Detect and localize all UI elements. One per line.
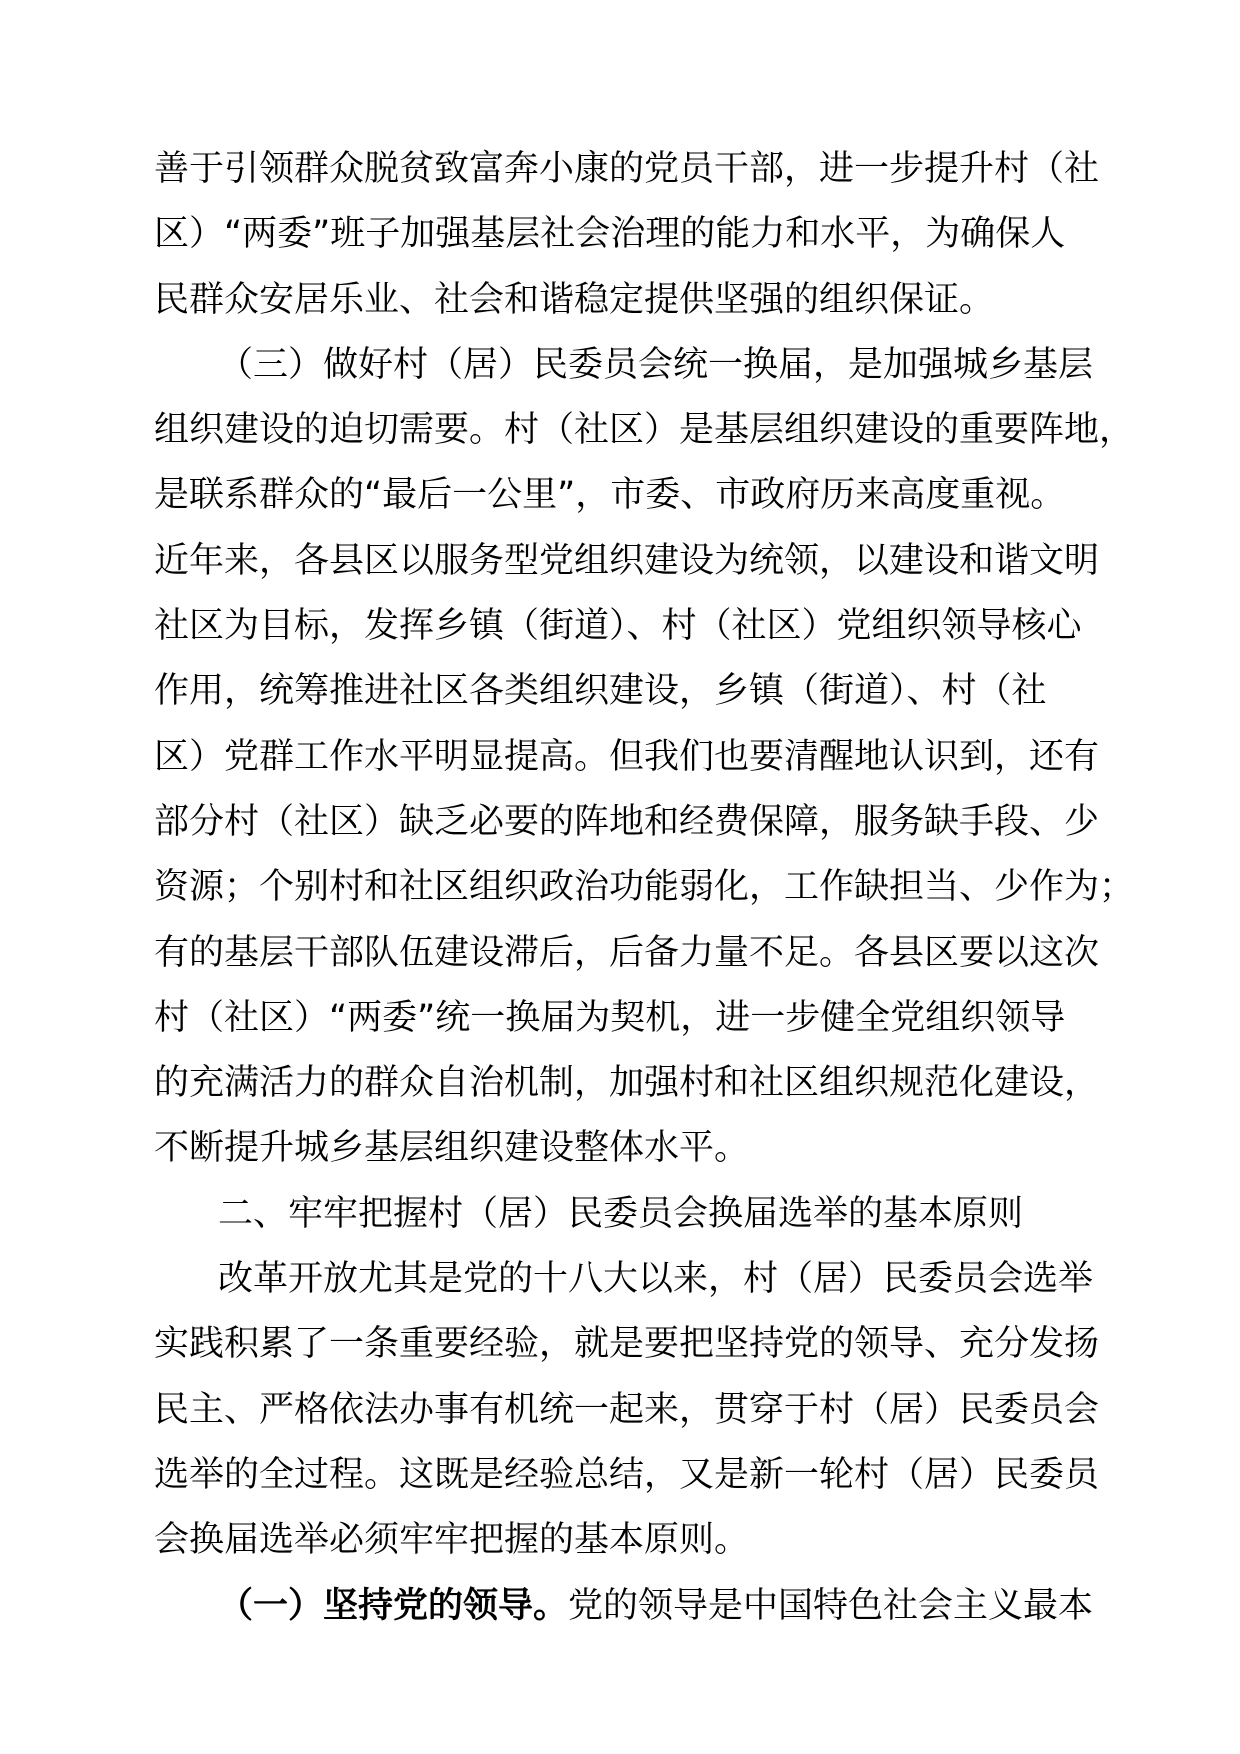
text-line-6: 是联系群众的“最后一公里”，市委、市政府历来高度重视。	[154, 475, 1066, 516]
text-line-2: 区）“两委”班子加强基层社会治理的能力和水平，为确保人	[154, 214, 1066, 255]
text-line-13: 有的基层干部队伍建设滞后，后备力量不足。各县区要以这次	[154, 932, 1100, 973]
text-line-7: 近年来，各县区以服务型党组织建设为统领，以建设和谐文明	[154, 540, 1100, 581]
subsection-heading: （一）坚持党的领导。	[218, 1585, 569, 1626]
text-line-21: 选举的全过程。这既是经验总结，又是新一轮村（居）民委员	[154, 1454, 1100, 1495]
text-line-14: 村（社区）“两委”统一换届为契机，进一步健全党组织领导	[154, 997, 1066, 1038]
subsection-text: 党的领导是中国特色社会主义最本	[568, 1585, 1094, 1626]
text-line-19: 实践积累了一条重要经验，就是要把坚持党的领导、充分发扬	[154, 1324, 1100, 1365]
text-line-20: 民主、严格依法办事有机统一起来，贯穿于村（居）民委员会	[154, 1389, 1100, 1430]
text-line-1: 善于引领群众脱贫致富奔小康的党员干部，进一步提升村（社	[154, 149, 1100, 189]
text-line-11: 部分村（社区）缺乏必要的阵地和经费保障，服务缺手段、少	[154, 801, 1100, 842]
text-line-18: 改革开放尤其是党的十八大以来，村（居）民委员会选举	[218, 1259, 1094, 1300]
text-line-22: 会换届选举必须牢牢把握的基本原则。	[154, 1520, 750, 1561]
document-page	[154, 137, 1135, 1639]
text-line-5: 组织建设的迫切需要。村（社区）是基层组织建设的重要阵地，	[154, 410, 1135, 451]
text-line-15: 的充满活力的群众自治机制，加强村和社区组织规范化建设，	[154, 1063, 1100, 1104]
text-line-23	[154, 1574, 1126, 1639]
text-line-9: 作用，统筹推进社区各类组织建设，乡镇（街道）、村（社	[154, 671, 1047, 712]
text-line-3: 民群众安居乐业、社会和谐稳定提供坚强的组织保证。	[154, 279, 995, 320]
text-line-12: 资源；个别村和社区组织政治功能弱化，工作缺担当、少作为；	[154, 867, 1135, 908]
text-line-4: （三）做好村（居）民委员会统一换届，是加强城乡基层	[218, 344, 1094, 385]
text-line-8: 社区为目标，发挥乡镇（街道）、村（社区）党组织领导核心	[154, 606, 1082, 647]
text-line-10: 区）党群工作水平明显提高。但我们也要清醒地认识到，还有	[154, 736, 1100, 777]
text-line-16: 不断提升城乡基层组织建设整体水平。	[154, 1128, 750, 1169]
section-heading: 二、牢牢把握村（居）民委员会换届选举的基本原则	[218, 1193, 1024, 1234]
